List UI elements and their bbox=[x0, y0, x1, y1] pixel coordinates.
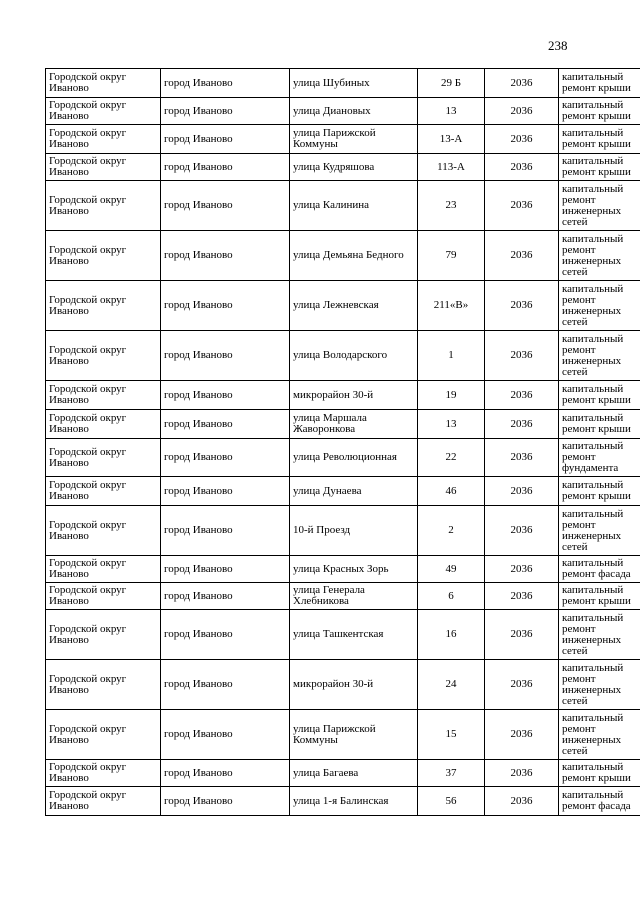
table-row bbox=[46, 331, 640, 381]
cell-year: 2036 bbox=[485, 154, 559, 181]
table-row bbox=[46, 125, 640, 154]
table-row bbox=[46, 69, 640, 98]
cell-settlement: город Иваново bbox=[161, 281, 290, 331]
cell-year: 2036 bbox=[485, 98, 559, 125]
cell-municipality: Городской округ Иваново bbox=[46, 556, 161, 583]
cell-year: 2036 bbox=[485, 477, 559, 506]
cell-year: 2036 bbox=[485, 125, 559, 154]
cell-street: улица Парижской Коммуны bbox=[290, 710, 418, 760]
table-row bbox=[46, 477, 640, 506]
cell-house-number: 23 bbox=[418, 181, 485, 231]
cell-year: 2036 bbox=[485, 583, 559, 610]
cell-municipality: Городской округ Иваново bbox=[46, 787, 161, 816]
cell-house-number: 2 bbox=[418, 506, 485, 556]
cell-house-number: 79 bbox=[418, 231, 485, 281]
table-row bbox=[46, 660, 640, 710]
cell-year: 2036 bbox=[485, 610, 559, 660]
cell-street: улица Кудряшова bbox=[290, 154, 418, 181]
cell-work-type: капитальный ремонт инженерных сетей bbox=[559, 281, 640, 331]
table-row bbox=[46, 281, 640, 331]
cell-settlement: город Иваново bbox=[161, 331, 290, 381]
cell-municipality: Городской округ Иваново bbox=[46, 506, 161, 556]
table-row bbox=[46, 181, 640, 231]
cell-work-type: капитальный ремонт крыши bbox=[559, 98, 640, 125]
cell-settlement: город Иваново bbox=[161, 477, 290, 506]
cell-municipality: Городской округ Иваново bbox=[46, 410, 161, 439]
cell-street: микрорайон 30-й bbox=[290, 660, 418, 710]
cell-settlement: город Иваново bbox=[161, 439, 290, 477]
table-row bbox=[46, 439, 640, 477]
cell-settlement: город Иваново bbox=[161, 154, 290, 181]
cell-municipality: Городской округ Иваново bbox=[46, 231, 161, 281]
cell-municipality: Городской округ Иваново bbox=[46, 660, 161, 710]
cell-settlement: город Иваново bbox=[161, 610, 290, 660]
cell-year: 2036 bbox=[485, 710, 559, 760]
cell-year: 2036 bbox=[485, 381, 559, 410]
cell-settlement: город Иваново bbox=[161, 231, 290, 281]
cell-settlement: город Иваново bbox=[161, 660, 290, 710]
cell-house-number: 22 bbox=[418, 439, 485, 477]
cell-municipality: Городской округ Иваново bbox=[46, 125, 161, 154]
table-row bbox=[46, 583, 640, 610]
cell-house-number: 15 bbox=[418, 710, 485, 760]
cell-street: улица Шубиных bbox=[290, 69, 418, 98]
cell-year: 2036 bbox=[485, 281, 559, 331]
cell-year: 2036 bbox=[485, 556, 559, 583]
cell-work-type: капитальный ремонт крыши bbox=[559, 69, 640, 98]
table-body bbox=[46, 69, 640, 816]
cell-house-number: 13 bbox=[418, 410, 485, 439]
cell-work-type: капитальный ремонт крыши bbox=[559, 760, 640, 787]
cell-municipality: Городской округ Иваново bbox=[46, 281, 161, 331]
cell-work-type: капитальный ремонт крыши bbox=[559, 583, 640, 610]
table-row bbox=[46, 98, 640, 125]
cell-municipality: Городской округ Иваново bbox=[46, 154, 161, 181]
cell-municipality: Городской округ Иваново bbox=[46, 181, 161, 231]
cell-work-type: капитальный ремонт инженерных сетей bbox=[559, 660, 640, 710]
table-row bbox=[46, 381, 640, 410]
cell-work-type: капитальный ремонт фундамента bbox=[559, 439, 640, 477]
cell-house-number: 46 bbox=[418, 477, 485, 506]
table-row bbox=[46, 154, 640, 181]
table-row bbox=[46, 506, 640, 556]
cell-work-type: капитальный ремонт крыши bbox=[559, 477, 640, 506]
cell-municipality: Городской округ Иваново bbox=[46, 610, 161, 660]
cell-municipality: Городской округ Иваново bbox=[46, 331, 161, 381]
cell-house-number: 211«В» bbox=[418, 281, 485, 331]
cell-house-number: 56 bbox=[418, 787, 485, 816]
cell-house-number: 49 bbox=[418, 556, 485, 583]
cell-municipality: Городской округ Иваново bbox=[46, 439, 161, 477]
cell-municipality: Городской округ Иваново bbox=[46, 98, 161, 125]
cell-street: микрорайон 30-й bbox=[290, 381, 418, 410]
cell-municipality: Городской округ Иваново bbox=[46, 710, 161, 760]
cell-year: 2036 bbox=[485, 181, 559, 231]
table-row bbox=[46, 610, 640, 660]
cell-settlement: город Иваново bbox=[161, 787, 290, 816]
cell-municipality: Городской округ Иваново bbox=[46, 760, 161, 787]
cell-year: 2036 bbox=[485, 331, 559, 381]
cell-house-number: 29 Б bbox=[418, 69, 485, 98]
cell-street: улица 1-я Балинская bbox=[290, 787, 418, 816]
cell-street: улица Генерала Хлебникова bbox=[290, 583, 418, 610]
table-row bbox=[46, 556, 640, 583]
cell-municipality: Городской округ Иваново bbox=[46, 381, 161, 410]
cell-year: 2036 bbox=[485, 231, 559, 281]
cell-settlement: город Иваново bbox=[161, 710, 290, 760]
repair-schedule-table bbox=[45, 68, 640, 816]
cell-street: улица Ташкентская bbox=[290, 610, 418, 660]
cell-year: 2036 bbox=[485, 506, 559, 556]
cell-work-type: капитальный ремонт фасада bbox=[559, 556, 640, 583]
cell-street: улица Диановых bbox=[290, 98, 418, 125]
cell-street: улица Революционная bbox=[290, 439, 418, 477]
table-row bbox=[46, 787, 640, 816]
cell-house-number: 113-А bbox=[418, 154, 485, 181]
cell-house-number: 24 bbox=[418, 660, 485, 710]
page-number: 238 bbox=[548, 38, 568, 53]
cell-year: 2036 bbox=[485, 69, 559, 98]
cell-settlement: город Иваново bbox=[161, 381, 290, 410]
cell-year: 2036 bbox=[485, 787, 559, 816]
cell-house-number: 13 bbox=[418, 98, 485, 125]
cell-house-number: 13-А bbox=[418, 125, 485, 154]
cell-year: 2036 bbox=[485, 760, 559, 787]
cell-house-number: 37 bbox=[418, 760, 485, 787]
cell-work-type: капитальный ремонт инженерных сетей bbox=[559, 710, 640, 760]
table-row bbox=[46, 410, 640, 439]
cell-work-type: капитальный ремонт инженерных сетей bbox=[559, 231, 640, 281]
table-row bbox=[46, 710, 640, 760]
cell-street: улица Красных Зорь bbox=[290, 556, 418, 583]
table-row bbox=[46, 760, 640, 787]
cell-house-number: 19 bbox=[418, 381, 485, 410]
cell-house-number: 6 bbox=[418, 583, 485, 610]
cell-street: улица Володарского bbox=[290, 331, 418, 381]
cell-settlement: город Иваново bbox=[161, 506, 290, 556]
table-row bbox=[46, 231, 640, 281]
cell-street: 10-й Проезд bbox=[290, 506, 418, 556]
cell-street: улица Дунаева bbox=[290, 477, 418, 506]
cell-work-type: капитальный ремонт крыши bbox=[559, 154, 640, 181]
cell-work-type: капитальный ремонт крыши bbox=[559, 410, 640, 439]
cell-work-type: капитальный ремонт инженерных сетей bbox=[559, 181, 640, 231]
cell-municipality: Городской округ Иваново bbox=[46, 69, 161, 98]
cell-settlement: город Иваново bbox=[161, 125, 290, 154]
cell-settlement: город Иваново bbox=[161, 556, 290, 583]
cell-work-type: капитальный ремонт инженерных сетей bbox=[559, 506, 640, 556]
cell-year: 2036 bbox=[485, 410, 559, 439]
cell-settlement: город Иваново bbox=[161, 98, 290, 125]
cell-street: улица Багаева bbox=[290, 760, 418, 787]
cell-settlement: город Иваново bbox=[161, 410, 290, 439]
cell-work-type: капитальный ремонт инженерных сетей bbox=[559, 331, 640, 381]
cell-work-type: капитальный ремонт крыши bbox=[559, 381, 640, 410]
cell-street: улица Лежневская bbox=[290, 281, 418, 331]
cell-settlement: город Иваново bbox=[161, 69, 290, 98]
cell-street: улица Маршала Жаворонкова bbox=[290, 410, 418, 439]
cell-street: улица Демьяна Бедного bbox=[290, 231, 418, 281]
cell-work-type: капитальный ремонт инженерных сетей bbox=[559, 610, 640, 660]
cell-street: улица Калинина bbox=[290, 181, 418, 231]
cell-work-type: капитальный ремонт крыши bbox=[559, 125, 640, 154]
cell-work-type: капитальный ремонт фасада bbox=[559, 787, 640, 816]
cell-year: 2036 bbox=[485, 439, 559, 477]
cell-settlement: город Иваново bbox=[161, 760, 290, 787]
cell-house-number: 1 bbox=[418, 331, 485, 381]
cell-street: улица Парижской Коммуны bbox=[290, 125, 418, 154]
cell-municipality: Городской округ Иваново bbox=[46, 583, 161, 610]
cell-house-number: 16 bbox=[418, 610, 485, 660]
cell-settlement: город Иваново bbox=[161, 583, 290, 610]
cell-settlement: город Иваново bbox=[161, 181, 290, 231]
cell-year: 2036 bbox=[485, 660, 559, 710]
cell-municipality: Городской округ Иваново bbox=[46, 477, 161, 506]
